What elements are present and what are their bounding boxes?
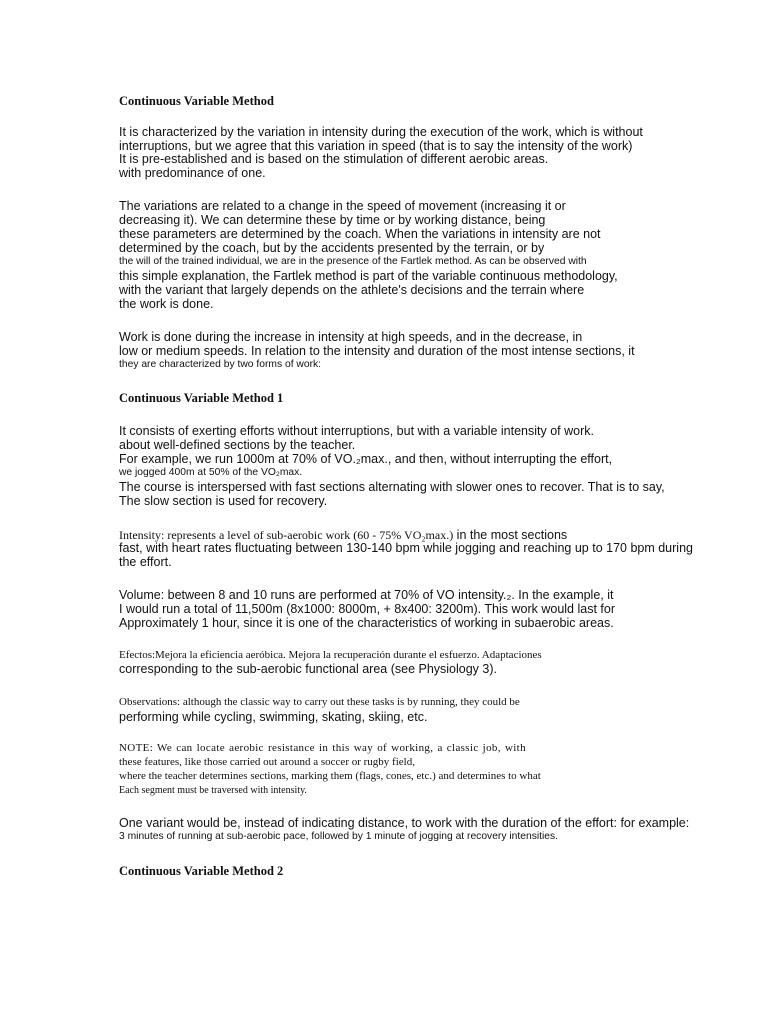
- paragraph-line: where the teacher determines sections, marking them (flags, cones, etc.) and determines to what: [119, 770, 541, 782]
- intensity-tail: in the most sections: [453, 528, 568, 542]
- paragraph-line: Volume: between 8 and 10 runs are performed at 70% of VO intensity.₂. In the example, it: [119, 588, 614, 602]
- section-heading: Continuous Variable Method 2: [119, 864, 284, 878]
- paragraph-line: The variations are related to a change in the speed of movement (increasing it or: [119, 199, 566, 213]
- section-heading: Continuous Variable Method: [119, 94, 274, 108]
- paragraph-line: 3 minutes of running at sub-aerobic pace, followed by 1 minute of jogging at recovery intensities.: [119, 831, 559, 842]
- paragraph-line: these features, like those carried out around a soccer or rugby field,: [119, 756, 415, 768]
- paragraph-line: performing while cycling, swimming, skating, skiing, etc.: [119, 710, 428, 724]
- paragraph-line: I would run a total of 11,500m (8x1000: 8000m, + 8x400: 3200m). This work would last for: [119, 602, 615, 616]
- paragraph-line: with predominance of one.: [119, 166, 266, 180]
- paragraph-line: interruptions, but we agree that this variation in speed (that is to say the intensity of the work): [119, 139, 633, 153]
- paragraph-line: we jogged 400m at 50% of the VO₂max.: [119, 467, 303, 478]
- paragraph-line: It consists of exerting efforts without interruptions, but with a variable intensity of work.: [119, 424, 594, 438]
- paragraph-line: with the variant that largely depends on the athlete's decisions and the terrain where: [119, 283, 585, 297]
- paragraph-line: low or medium speeds. In relation to the intensity and duration of the most intense sections, it: [119, 344, 635, 358]
- paragraph-line: fast, with heart rates fluctuating between 130-140 bpm while jogging and reaching up to 170 bpm during: [119, 541, 693, 555]
- paragraph-line: they are characterized by two forms of work:: [119, 359, 322, 370]
- paragraph-line: One variant would be, instead of indicating distance, to work with the duration of the effort: for example:: [119, 816, 690, 830]
- paragraph-line: Efectos:Mejora la eficiencia aeróbica. Mejora la recuperación durante el esfuerzo. Adaptaciones: [119, 649, 542, 661]
- paragraph-line: Work is done during the increase in intensity at high speeds, and in the decrease, in: [119, 330, 583, 344]
- paragraph-line: about well-defined sections by the teacher.: [119, 438, 356, 452]
- section-heading: Continuous Variable Method 1: [119, 391, 284, 405]
- intensity-lead: Intensity: represents a level of sub-aerobic work (60 - 75% VO₂max.): [119, 528, 454, 542]
- paragraph-line: The slow section is used for recovery.: [119, 494, 328, 508]
- paragraph-line: NOTE: We can locate aerobic resistance in this way of working, a classic job, with: [119, 742, 526, 754]
- paragraph-line: determined by the coach, but by the accidents presented by the terrain, or by: [119, 241, 545, 255]
- paragraph-line: corresponding to the sub-aerobic functional area (see Physiology 3).: [119, 662, 497, 676]
- paragraph-line: these parameters are determined by the coach. When the variations in intensity are not: [119, 227, 601, 241]
- paragraph-line: Observations: although the classic way to carry out these tasks is by running, they could be: [119, 696, 520, 708]
- paragraph-line: this simple explanation, the Fartlek method is part of the variable continuous methodology,: [119, 269, 618, 283]
- paragraph-line: It is pre-established and is based on the stimulation of different aerobic areas.: [119, 152, 549, 166]
- paragraph-line: the will of the trained individual, we are in the presence of the Fartlek method. As can be observed with: [119, 256, 587, 267]
- paragraph-line: For example, we run 1000m at 70% of VO.₂max., and then, without interrupting the effort,: [119, 452, 613, 466]
- paragraph-line: Approximately 1 hour, since it is one of the characteristics of working in subaerobic areas.: [119, 616, 614, 630]
- paragraph-line: Each segment must be traversed with intensity.: [119, 785, 307, 796]
- paragraph-line: It is characterized by the variation in intensity during the execution of the work, which is without: [119, 125, 643, 139]
- paragraph-line: The course is interspersed with fast sections alternating with slower ones to recover. That is to say,: [119, 480, 665, 494]
- paragraph-line: the work is done.: [119, 297, 214, 311]
- paragraph-line: the effort.: [119, 555, 172, 569]
- paragraph-line: decreasing it). We can determine these by time or by working distance, being: [119, 213, 546, 227]
